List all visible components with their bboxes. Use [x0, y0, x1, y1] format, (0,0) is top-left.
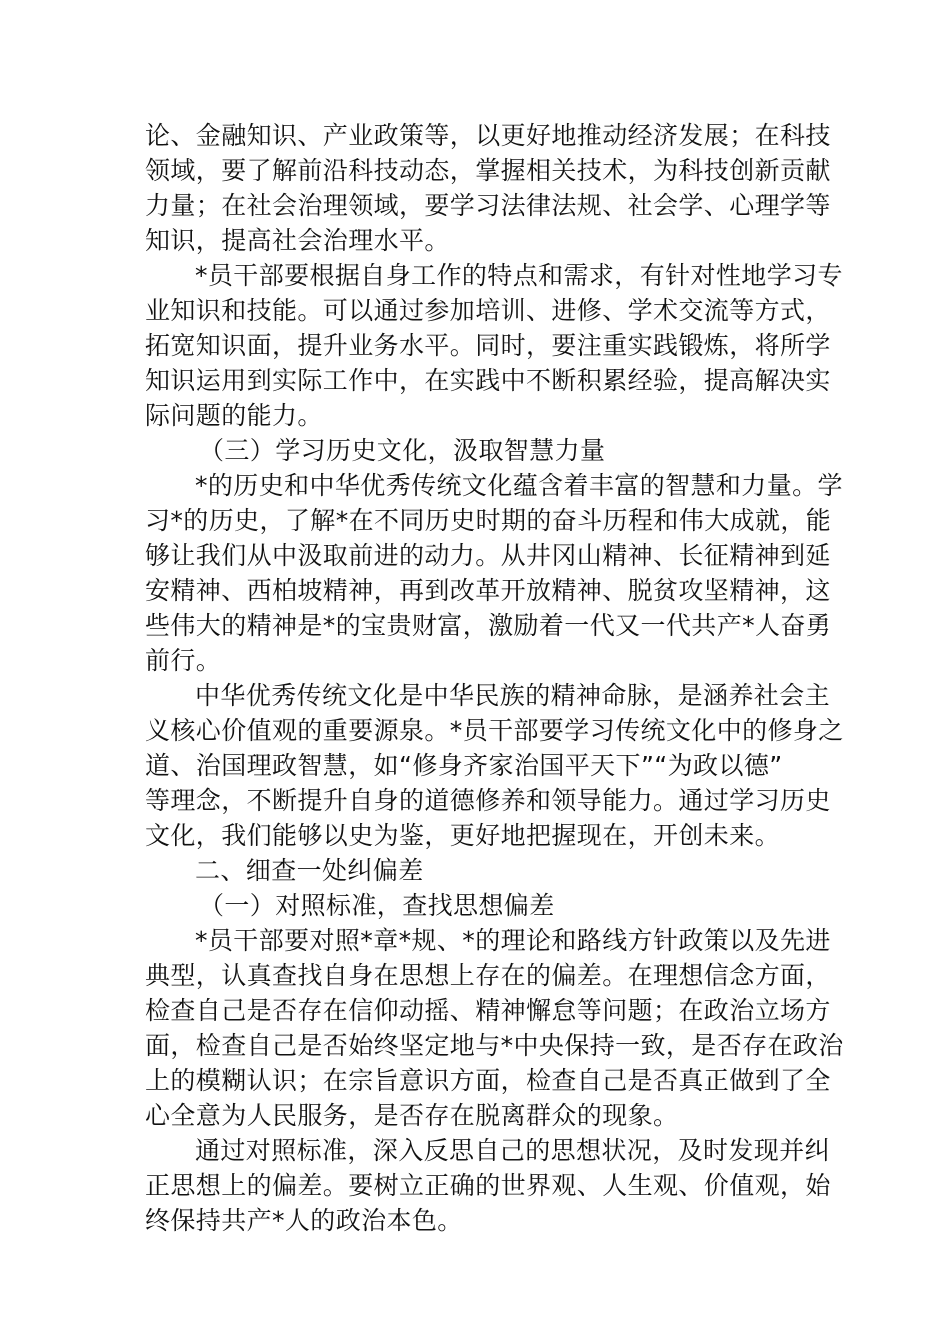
text-line: 拓宽知识面，提升业务水平。同时，要注重实践锻炼，将所学 — [145, 331, 831, 360]
paragraph-first-line: 通过对照标准，深入反思自己的思想状况，及时发现并纠 — [195, 1136, 831, 1165]
text-line: 心全意为人民服务，是否存在脱离群众的现象。 — [145, 1101, 679, 1130]
section-heading: （一）对照标准，查找思想偏差 — [199, 891, 555, 920]
text-line: 论、金融知识、产业政策等，以更好地推动经济发展；在科技 — [145, 121, 831, 150]
text-line: 面，检查自己是否始终坚定地与*中央保持一致，是否存在政治 — [145, 1031, 844, 1060]
text-line: 典型，认真查找自身在思想上存在的偏差。在理想信念方面， — [145, 961, 831, 990]
text-line: 上的模糊认识；在宗旨意识方面，检查自己是否真正做到了全 — [145, 1066, 831, 1095]
text-line: 些伟大的精神是*的宝贵财富，激励着一代又一代共产*人奋勇 — [145, 611, 832, 640]
text-line: 检查自己是否存在信仰动摇、精神懈怠等问题；在政治立场方 — [145, 996, 831, 1025]
text-line: 领域，要了解前沿科技动态，掌握相关技术，为科技创新贡献 — [145, 156, 831, 185]
text-line: 等理念，不断提升自身的道德修养和领导能力。通过学习历史 — [145, 786, 831, 815]
text-line: 文化，我们能够以史为鉴，更好地把握现在，开创未来。 — [145, 821, 781, 850]
text-line: 够让我们从中汲取前进的动力。从井冈山精神、长征精神到延 — [145, 541, 831, 570]
text-line: 际问题的能力。 — [145, 401, 323, 430]
text-line: 知识运用到实际工作中，在实践中不断积累经验，提高解决实 — [145, 366, 831, 395]
paragraph-first-line: *的历史和中华优秀传统文化蕴含着丰富的智慧和力量。学 — [195, 471, 843, 500]
text-line: 知识，提高社会治理水平。 — [145, 226, 450, 255]
text-line: 义核心价值观的重要源泉。*员干部要学习传统文化中的修身之 — [145, 716, 844, 745]
paragraph-first-line: *员干部要对照*章*规、*的理论和路线方针政策以及先进 — [195, 926, 831, 955]
section-heading: （三）学习历史文化，汲取智慧力量 — [199, 436, 606, 465]
paragraph-first-line: 中华优秀传统文化是中华民族的精神命脉，是涵养社会主 — [195, 681, 831, 710]
text-line: 终保持共产*人的政治本色。 — [145, 1206, 463, 1235]
paragraph-first-line: *员干部要根据自身工作的特点和需求，有针对性地学习专 — [195, 261, 843, 290]
chapter-heading: 二、细查一处纠偏差 — [195, 856, 424, 885]
text-line: 正思想上的偏差。要树立正确的世界观、人生观、价值观，始 — [145, 1171, 831, 1200]
text-line: 前行。 — [145, 646, 222, 675]
text-line: 安精神、西柏坡精神，再到改革开放精神、脱贫攻坚精神，这 — [145, 576, 831, 605]
text-line: 业知识和技能。可以通过参加培训、进修、学术交流等方式， — [145, 296, 831, 325]
text-line: 道、治国理政智慧，如“修身齐家治国平天下”“为政以德” — [145, 751, 783, 780]
text-line: 习*的历史，了解*在不同历史时期的奋斗历程和伟大成就，能 — [145, 506, 832, 535]
text-line: 力量；在社会治理领域，要学习法律法规、社会学、心理学等 — [145, 191, 831, 220]
